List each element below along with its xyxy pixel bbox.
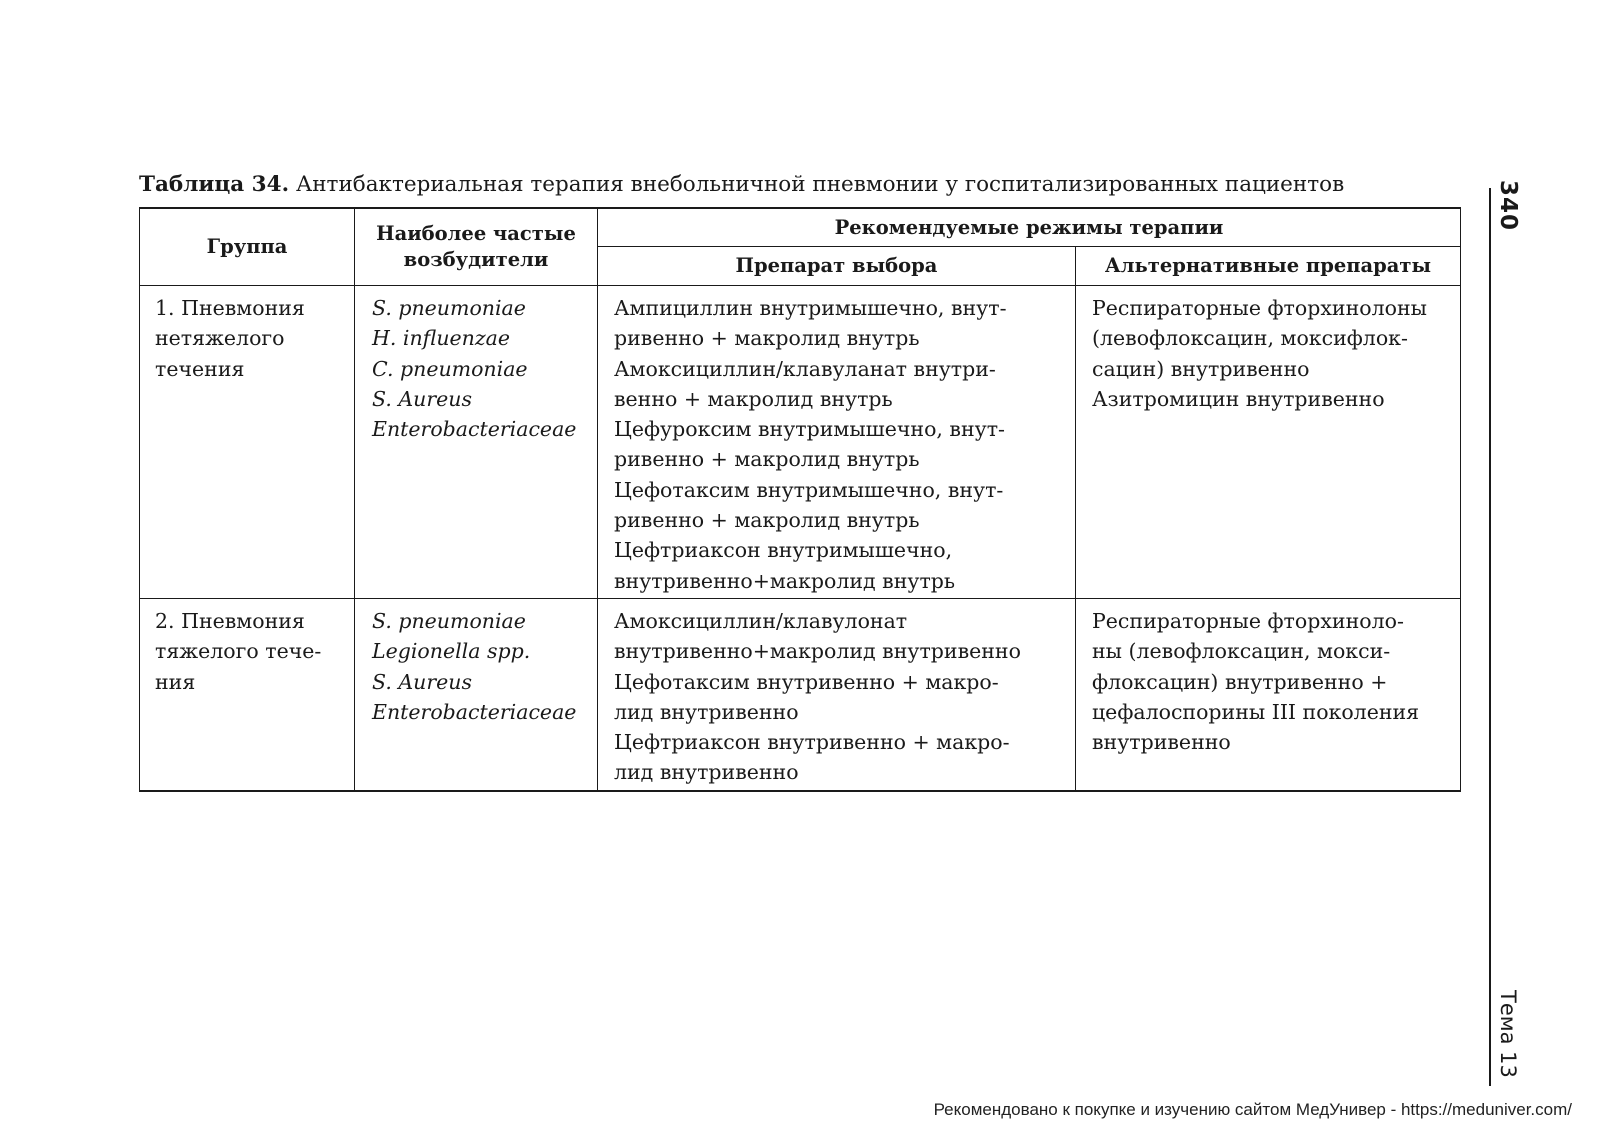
cell-alternative: Респираторные фторхинолоны (левофлоксацин, моксифлок- сацин) внутривенно Азитромицин внутривенно — [1076, 286, 1461, 599]
cell-alternative: Респираторные фторхиноло- ны (левофлоксацин, мокси- флоксацин) внутривенно + цефалоспорины III поколения внутривенно — [1076, 598, 1461, 790]
table-caption-label: Таблица 34. — [139, 172, 290, 197]
table-row — [140, 598, 1461, 790]
cell-preferred: Амоксициллин/клавулонат внутривенно+макролид внутривенно Цефотаксим внутривенно + макро- лид внутривенно Цефтриаксон внутривенно + макро- лид внутривенно — [598, 598, 1076, 790]
margin-rule — [1489, 188, 1491, 1086]
table-caption-text: Антибактериальная терапия внебольничной пневмонии у госпитализированных пациентов — [295, 172, 1345, 197]
therapy-table — [139, 207, 1461, 792]
cell-preferred: Ампициллин внутримышечно, внут- ривенно + макролид внутрь Амоксициллин/клавуланат внутри- венно + макролид внутрь Цефуроксим внутримышечно, внут- ривенно + макролид внутрь Цефотаксим внутримышечно, внут- ривенно + макролид внутрь Цефтриаксон внутримышечно, внутривенно+макролид внутрь — [598, 286, 1076, 599]
header-group: Группа — [140, 208, 355, 286]
topic-label: Тема 13 — [1496, 990, 1520, 1078]
header-regimens: Рекомендуемые режимы терапии — [598, 208, 1461, 247]
cell-pathogens: S. pneumoniae H. influenzae C. pneumoniae S. Aureus Enterobacteriaceae — [355, 286, 598, 599]
table-row — [140, 286, 1461, 599]
header-pathogens: Наиболее частые возбудители — [355, 208, 598, 286]
cell-group: 1. Пневмония нетяжелого течения — [140, 286, 355, 599]
header-alternative: Альтернативные препараты — [1076, 247, 1461, 286]
page-number: 340 — [1495, 180, 1521, 232]
footer-note: Рекомендовано к покупке и изучению сайтом МедУнивер - https://meduniver.com/ — [933, 1100, 1572, 1119]
cell-group: 2. Пневмония тяжелого тече- ния — [140, 598, 355, 790]
table-caption — [139, 172, 1469, 197]
cell-pathogens: S. pneumoniae Legionella spp. S. Aureus Enterobacteriaceae — [355, 598, 598, 790]
header-preferred: Препарат выбора — [598, 247, 1076, 286]
